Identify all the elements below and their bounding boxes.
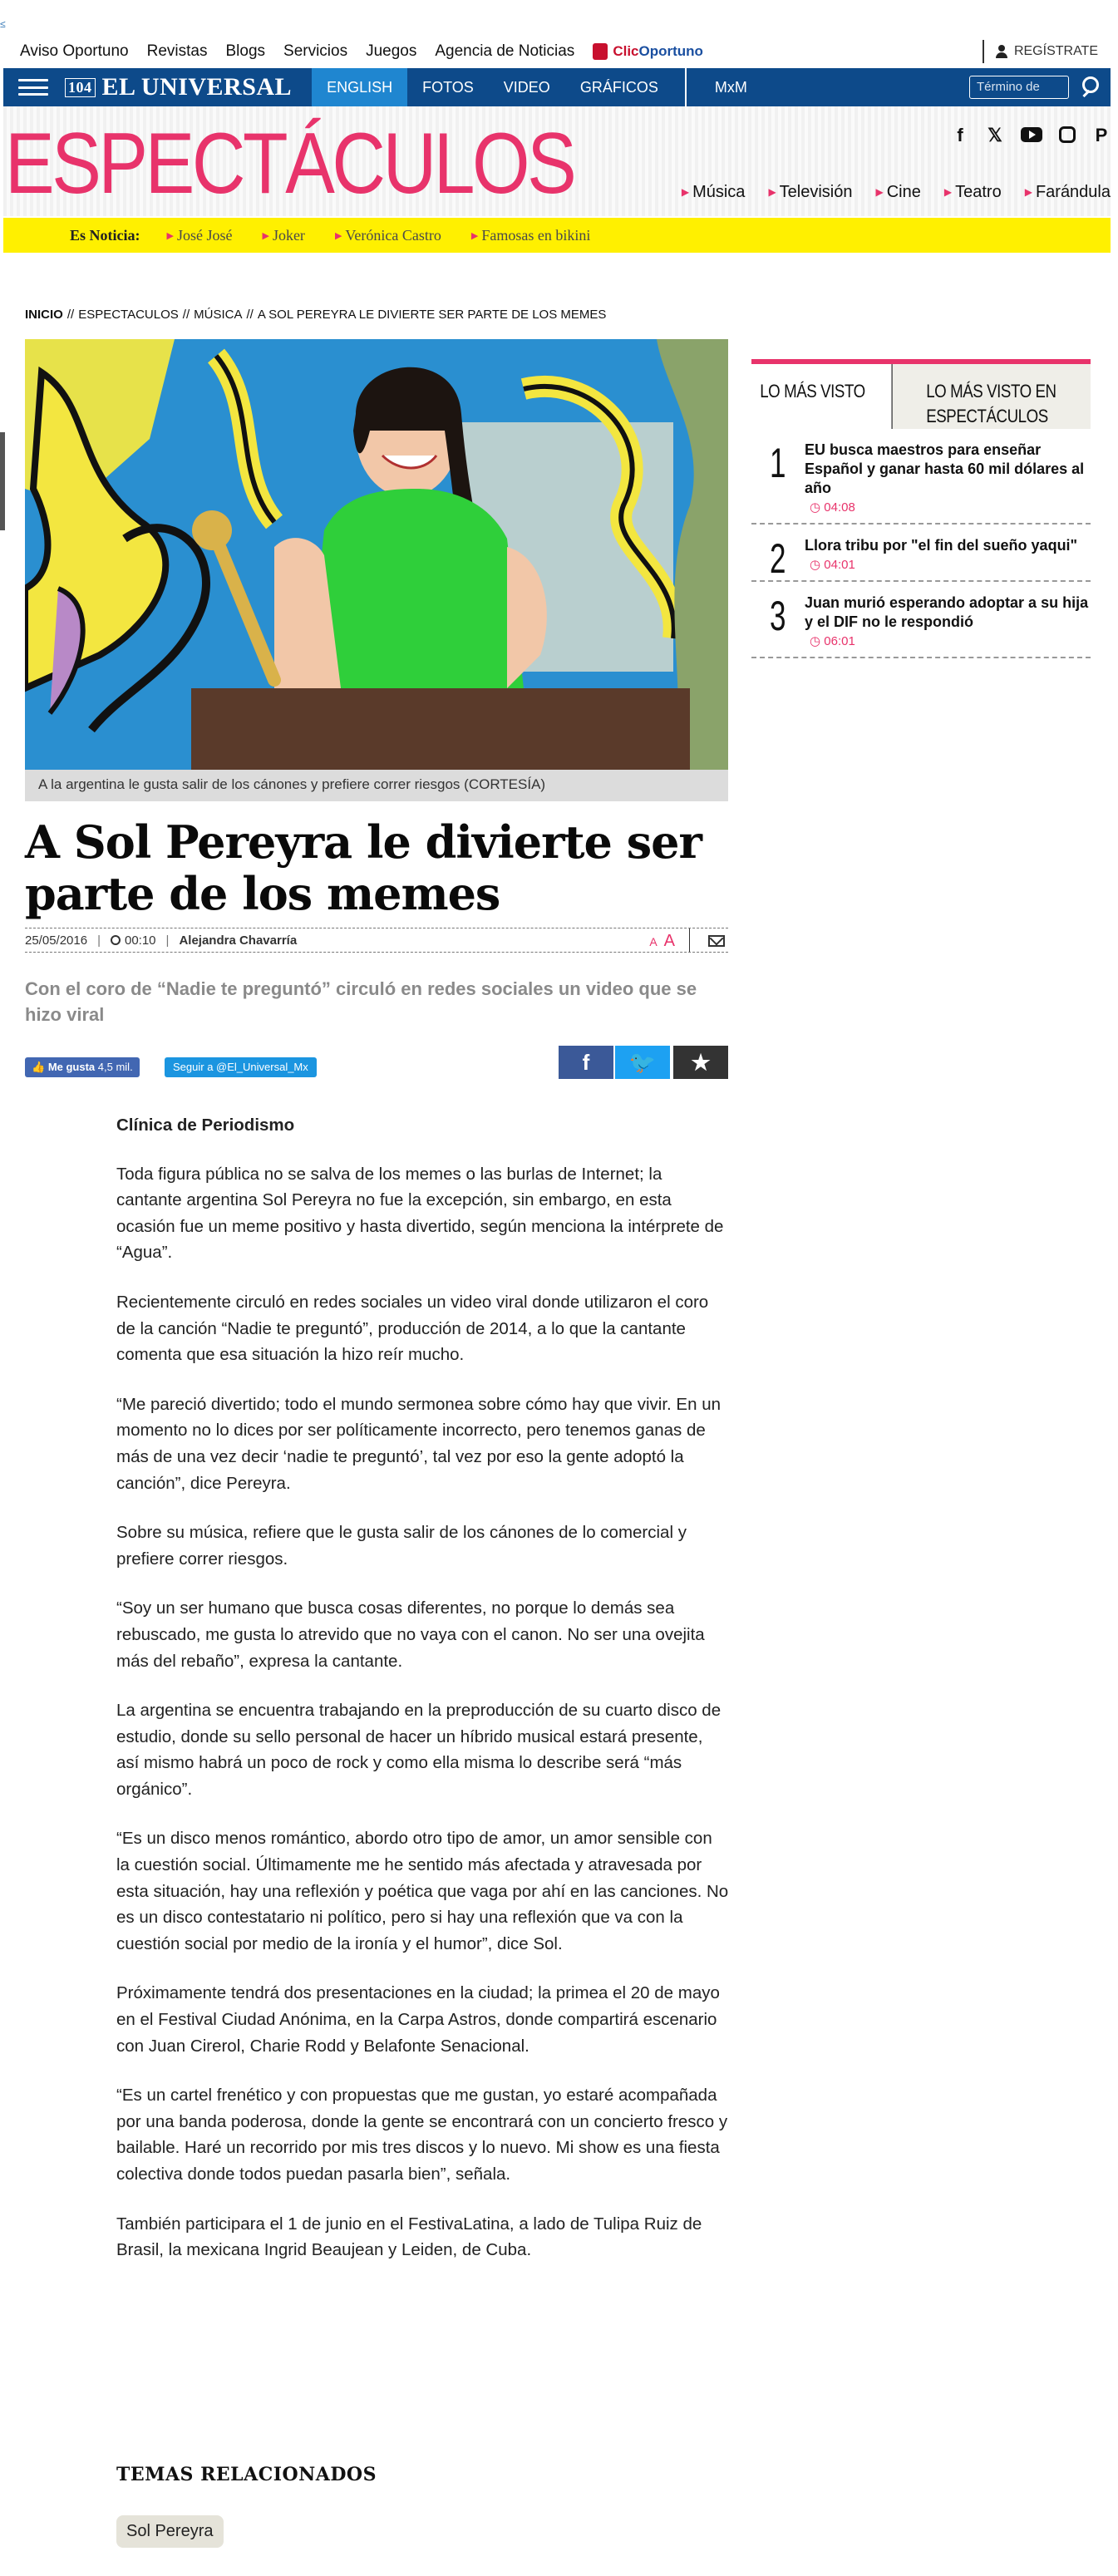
trending-label: Es Noticia: [70,226,140,244]
article-paragraph: Toda figura pública no se salva de los memes o las burlas de Internet; la cantante argentina Sol Pereyra no fue la excepción, sin embargo, en esta ocasión fue un meme positivo y hasta divertido, según menciona la intérprete de “Agua”. [116,1164,724,1263]
article-kicker: Clínica de Periodismo [116,1116,295,1135]
nav-fotos[interactable]: FOTOS [422,79,474,96]
most-viewed-item[interactable] [751,582,1091,658]
clock-icon [111,935,121,945]
topbar-link[interactable]: Aviso Oportuno [20,42,129,60]
search-icon[interactable] [1081,76,1099,96]
section-title[interactable]: ESPECTÁCULOS [5,116,574,212]
subnav-farandula[interactable]: ▶ Farándula [1025,183,1111,202]
trending-item[interactable]: ▶ Famosas en bikini [471,227,590,244]
hero-illustration [25,339,728,771]
clic-oportuno-logo[interactable]: Clic Oportuno [593,43,703,60]
share-facebook-button[interactable]: f [559,1046,613,1079]
most-viewed-sidebar [751,359,1091,658]
article-paragraph: “Es un disco menos romántico, abordo otro tipo de amor, un amor sensible con la cuestión social. Últimamente me he sentido más afectada y atravesada por esta situación, hay una reflexión y poética que vaga por ahí en las canciones. No es un disco contestatario ni político, pero si hay una reflexión que va con la cuestión social por medio de la ironía y el humor”, dice Sol. [116,1829,729,1953]
article-paragraph: La argentina se encuentra trabajando en la preproducción de su cuarto disco de estudio, donde su sello personal de hacer un híbrido musical estará presente, así mismo habrá un poco de rock y como ella misma lo describe será “más orgánico”. [116,1701,722,1799]
facebook-like-button[interactable]: 👍 Me gusta 4,5 mil. [25,1057,140,1077]
menu-icon[interactable] [18,79,48,96]
subnav-cine[interactable]: ▶ Cine [876,183,921,202]
most-viewed-tabs [751,359,1091,429]
share-twitter-button[interactable]: 🐦 [615,1046,670,1079]
topbar-link[interactable]: Blogs [225,42,266,60]
article-paragraph: “Soy un ser humano que busca cosas diferentes, no porque lo demás sea rebuscado, me gusta lo atrevido que no vaya con el canon. No ser una ovejita más del rebaño”, expresa la cantante. [116,1598,705,1671]
topbar-link[interactable]: Juegos [366,42,417,60]
most-viewed-time: ◷ 04:01 [805,557,1091,572]
image-caption: A la argentina le gusta salir de los cánones y prefiere correr riesgos (CORTESÍA) [25,770,728,801]
search-input[interactable]: Término de [969,76,1069,99]
article-subtitle: Con el coro de “Nadie te preguntó” circuló en redes sociales un video que se hizo viral [25,978,697,1025]
related-topics-title: TEMAS RELACIONADOS [116,2464,377,2485]
section-header [3,106,1111,216]
mail-icon[interactable] [708,935,725,947]
subnav-television[interactable]: ▶ Televisión [768,183,852,202]
most-viewed-item[interactable] [751,525,1091,582]
article-meta: 25/05/2016 | 00:10 | Alejandra Chavarría A A [25,928,728,953]
trending-bar [3,218,1111,253]
article-paragraph: También participara el 1 de junio en el FestivaLatina, a lado de Tulipa Ruiz de Brasil, la mexicana Ingrid Beaujean y Leiden, de Cuba. [116,2214,702,2260]
article-date: 25/05/2016 [25,933,88,948]
subnav-musica[interactable]: ▶ Música [682,183,746,202]
breadcrumb-item[interactable]: MÚSICA [194,308,243,322]
article-time: 00:10 [124,933,156,948]
meta-divider [689,928,690,952]
facebook-icon[interactable]: f [957,125,963,145]
trending-item[interactable]: ▶ Verónica Castro [335,227,441,244]
share-row [25,1046,728,1079]
article-author[interactable]: Alejandra Chavarría [179,933,298,948]
most-viewed-title[interactable]: EU busca maestros para enseñar Español y ganar hasta 60 mil dólares al año [805,441,1085,496]
most-viewed-time: ◷ 06:01 [805,633,1091,648]
related-topic-tag[interactable]: Sol Pereyra [116,2515,224,2548]
main-navbar [3,68,1111,106]
tab-most-viewed-espectaculos[interactable]: LO MÁS VISTO EN ESPECTÁCULOS [926,381,1056,426]
article-paragraph: Sobre su música, refiere que le gusta salir de los cánones de lo comercial y prefiere correr riesgos. [116,1523,687,1569]
font-size-controls [649,932,675,951]
favorite-star-button[interactable]: ★ [673,1046,728,1079]
article-paragraph: “Es un cartel frenético y con propuestas que me gustan, yo estaré acompañada por una banda poderosa, donde la gente se encontrará con un concierto fresco y bailable. Haré un recorrido por mis tres discos y lo nuevo. Mi show es una fiesta colectiva donde todos puedan pasarla bien”, señala. [116,2086,728,2184]
most-viewed-time: ◷ 04:08 [805,500,1091,515]
decrease-font-button[interactable]: A [649,935,658,948]
shopping-bag-icon [593,43,608,60]
rank-number: 3 [770,593,786,639]
nav-english[interactable]: ENGLISH [312,68,407,106]
nav-divider [685,68,687,106]
topbar-link[interactable]: Servicios [283,42,348,60]
nav-mxm[interactable]: MxM [714,79,747,96]
user-icon [996,45,1007,58]
youtube-icon[interactable] [1021,127,1042,142]
breadcrumb: INICIO // ESPECTACULOS // MÚSICA // A SOL PEREYRA LE DIVIERTE SER PARTE DE LOS MEMES [25,308,607,322]
rank-number: 2 [770,535,786,582]
article-paragraph: Recientemente circuló en redes sociales un video viral donde utilizaron el coro de la canción “Nadie te preguntó”, producción de 2014, a lo que la cantante comenta que esa situación la hizo reír mucho. [116,1292,709,1365]
subnav-teatro[interactable]: ▶ Teatro [944,183,1002,202]
nav-video[interactable]: VIDEO [503,79,550,96]
breadcrumb-item[interactable]: ESPECTACULOS [78,308,179,322]
trending-item[interactable]: ▶ José José [167,227,233,244]
breadcrumb-item: A SOL PEREYRA LE DIVIERTE SER PARTE DE LOS MEMES [257,308,607,322]
social-links [951,125,1111,146]
trending-item[interactable]: ▶ Joker [262,227,304,244]
twitter-follow-button[interactable]: Seguir a @El_Universal_Mx [165,1057,317,1077]
corner-mark: ≤ [0,18,6,30]
nav-graficos[interactable]: GRÁFICOS [579,79,658,96]
top-link-bar [20,37,1098,66]
article-body [116,1112,730,2287]
rank-number: 1 [770,440,786,486]
article-paragraph: “Me pareció divertido; todo el mundo sermonea sobre cómo hay que vivir. En un momento no lo dices por ser políticamente incorrecto, pero tenemos ganas de más de una vez decir ‘nadie te preguntó’, tal vez por eso la gente adoptó la canción”, dice Pereyra. [116,1394,721,1493]
tab-most-viewed[interactable]: LO MÁS VISTO [751,364,893,429]
register-button[interactable]: REGÍSTRATE [983,40,1098,63]
instagram-icon[interactable] [1059,126,1076,143]
most-viewed-title[interactable]: Juan murió esperando adoptar a su hija y el DIF no le respondió [805,594,1089,630]
most-viewed-item[interactable] [751,429,1091,525]
topbar-link[interactable]: Agencia de Noticias [435,42,575,60]
most-viewed-title[interactable]: Llora tribu por "el fin del sueño yaqui" [805,537,1078,554]
pinterest-icon[interactable]: P [1095,125,1108,145]
article-paragraph: Próximamente tendrá dos presentaciones en la ciudad; la primea el 20 de mayo en el Festival Ciudad Anónima, en la Carpa Astros, donde compartirá escenario con Juan Cirerol, Charie Rodd y Belafonte Senacional. [116,1983,720,2056]
site-logo[interactable]: 104 EL UNIVERSAL [65,73,292,101]
left-edge-tab [0,432,5,530]
increase-font-button[interactable]: A [663,932,675,950]
topbar-link[interactable]: Revistas [146,42,208,60]
section-subnav [682,183,1111,202]
twitter-icon[interactable]: 𝕏 [987,125,1002,145]
article-hero-image [25,339,728,771]
breadcrumb-item[interactable]: INICIO [25,308,63,322]
article-headline: A Sol Pereyra le divierte ser parte de los memes [25,815,702,920]
